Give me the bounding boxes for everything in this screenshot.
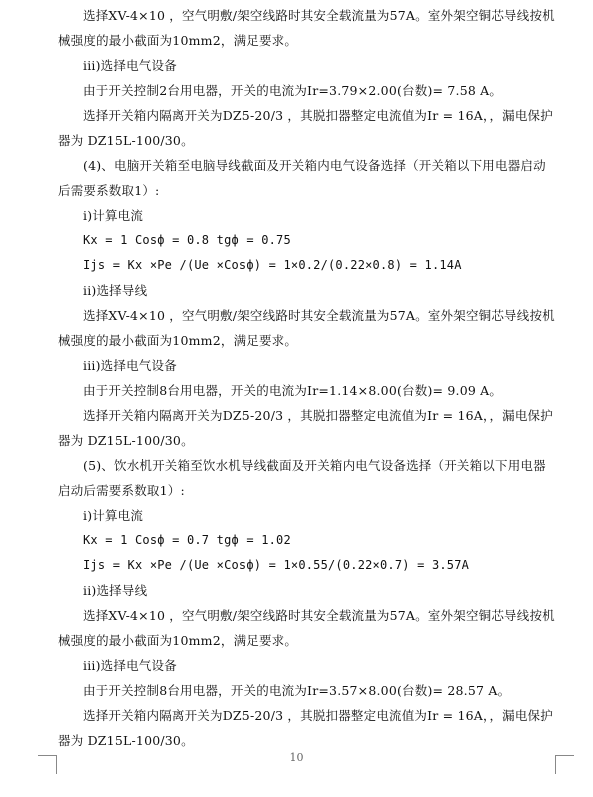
- text-line: 器为 DZ15L-100/30。: [58, 733, 194, 748]
- crop-mark-left: [38, 755, 57, 774]
- text-line: 启动后需要系数取1）:: [58, 483, 185, 498]
- text-line: 选择开关箱内隔离开关为DZ5-20/3 ，其脱扣器整定电流值为Ir = 16A，，漏电保护: [83, 708, 553, 723]
- text-line: 器为 DZ15L-100/30。: [58, 433, 194, 448]
- text-line: 器为 DZ15L-100/30。: [58, 133, 194, 148]
- text-line: iii)选择电气设备: [83, 658, 177, 673]
- text-line: 选择开关箱内隔离开关为DZ5-20/3 ，其脱扣器整定电流值为Ir = 16A，，漏电保护: [83, 108, 553, 123]
- text-line: ii)选择导线: [83, 583, 148, 598]
- text-line: 由于开关控制8台用电器，开关的电流为Ir=1.14×8.00(台数)= 9.09 A。: [83, 383, 503, 398]
- formula-line: Ijs = Kx ×Pe /(Ue ×Cosф) = 1×0.2/(0.22×0.8) = 1.14A: [83, 258, 462, 272]
- document-body: [58, 3, 558, 753]
- text-line: i)计算电流: [83, 208, 144, 223]
- text-line: 械强度的最小截面为10mm2，满足要求。: [58, 333, 298, 348]
- crop-mark-right: [555, 755, 574, 774]
- formula-line: Kx = 1 Cosф = 0.7 tgф = 1.02: [83, 533, 291, 547]
- text-line: 由于开关控制8台用电器，开关的电流为Ir=3.57×8.00(台数)= 28.57 A。: [83, 683, 511, 698]
- text-line: i)计算电流: [83, 508, 144, 523]
- text-line: ii)选择导线: [83, 283, 148, 298]
- text-line: 械强度的最小截面为10mm2，满足要求。: [58, 633, 298, 648]
- page-number: 10: [289, 751, 304, 764]
- text-line: 选择XV-4×10 ，空气明敷/架空线路时其安全载流量为57A。室外架空铜芯导线按机: [83, 608, 555, 623]
- text-line: 后需要系数取1）:: [58, 183, 160, 198]
- formula-line: Ijs = Kx ×Pe /(Ue ×Cosф) = 1×0.55/(0.22×0.7) = 3.57A: [83, 558, 470, 572]
- text-line: 选择开关箱内隔离开关为DZ5-20/3 ，其脱扣器整定电流值为Ir = 16A，，漏电保护: [83, 408, 553, 423]
- formula-line: Kx = 1 Cosф = 0.8 tgф = 0.75: [83, 233, 291, 247]
- text-line: iii)选择电气设备: [83, 58, 177, 73]
- text-line: 械强度的最小截面为10mm2，满足要求。: [58, 33, 298, 48]
- text-line: (4)、电脑开关箱至电脑导线截面及开关箱内电气设备选择（开关箱以下用电器启动: [83, 158, 546, 173]
- text-line: iii)选择电气设备: [83, 358, 177, 373]
- text-line: 由于开关控制2台用电器，开关的电流为Ir=3.79×2.00(台数)= 7.58 A。: [83, 83, 503, 98]
- text-line: 选择XV-4×10 ，空气明敷/架空线路时其安全载流量为57A。室外架空铜芯导线按机: [83, 308, 555, 323]
- text-line: (5)、饮水机开关箱至饮水机导线截面及开关箱内电气设备选择（开关箱以下用电器: [83, 458, 546, 473]
- text-line: 选择XV-4×10 ，空气明敷/架空线路时其安全载流量为57A。室外架空铜芯导线按机: [83, 8, 555, 23]
